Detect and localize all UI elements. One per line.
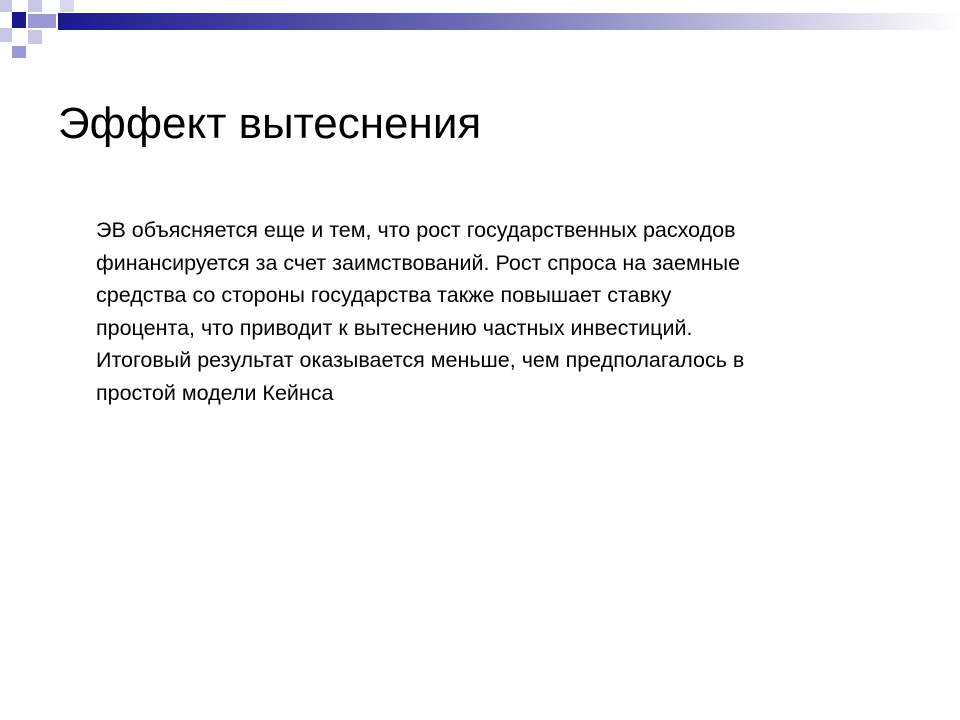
header-gradient-bar xyxy=(58,13,960,30)
deco-square xyxy=(42,14,56,28)
slide-body-paragraph xyxy=(96,214,916,409)
slide-title: Эффект вытеснения xyxy=(58,99,482,148)
deco-square xyxy=(60,0,74,12)
body-line: средства со стороны государства также повышает ставку xyxy=(96,283,672,307)
body-line: простой модели Кейнса xyxy=(96,380,334,405)
deco-square xyxy=(28,0,42,12)
body-line: Итоговый результат оказывается меньше, чем предполагалось в xyxy=(96,348,745,372)
deco-square xyxy=(28,30,42,44)
deco-square xyxy=(12,12,26,28)
deco-square xyxy=(0,28,12,42)
body-line: процента, что приводит к вытеснению частных инвестиций. xyxy=(96,315,693,340)
deco-square xyxy=(12,46,26,58)
deco-square xyxy=(28,14,42,28)
header-decoration xyxy=(0,0,960,60)
deco-square xyxy=(0,0,12,12)
body-line: финансируется за счет заимствований. Рост спроса на заемные xyxy=(96,250,741,275)
body-line: ЭВ объясняется еще и тем, что рост государственных расходов xyxy=(96,218,736,242)
